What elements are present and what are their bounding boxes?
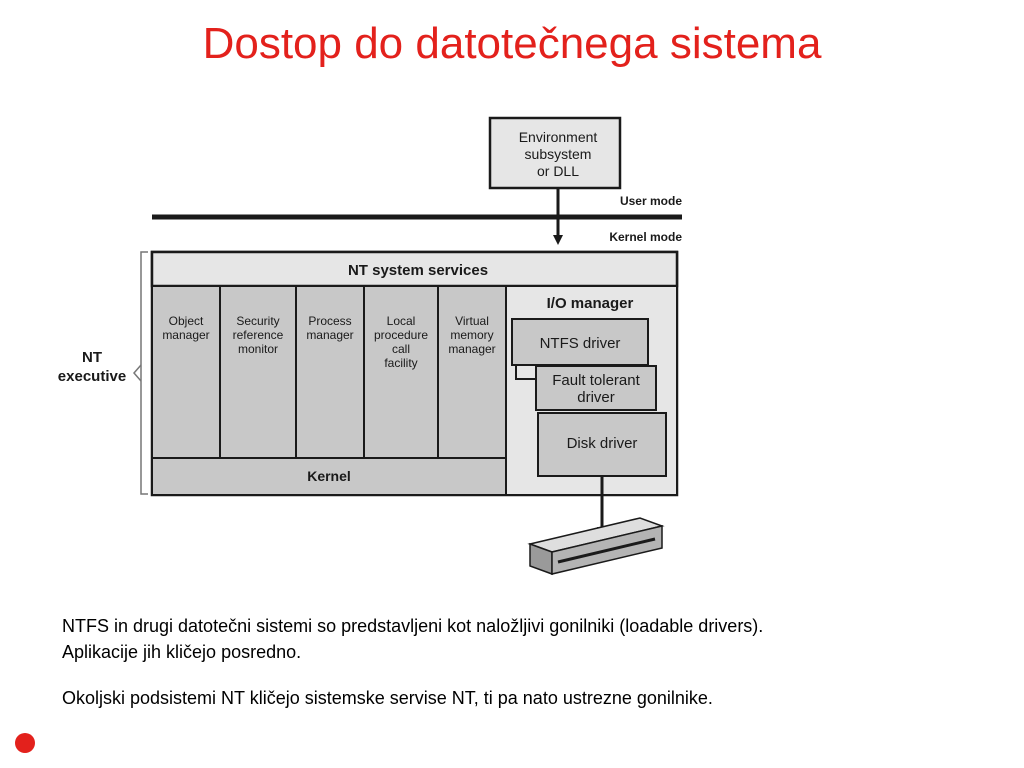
env-label-line2: subsystem — [524, 146, 592, 162]
env-label-line3: or DLL — [536, 163, 580, 179]
nt-system-services-box — [152, 252, 677, 286]
nt-executive-line2: executive — [57, 368, 127, 385]
fault-tolerant-line1: Fault tolerant — [552, 372, 640, 389]
executive-brace — [141, 252, 148, 494]
system-services-label: NT system services — [347, 262, 489, 279]
security-line3: monitor — [237, 342, 279, 356]
environment-subsystem-box — [490, 118, 620, 188]
vm-line2: memory — [450, 328, 494, 342]
disk-device-icon — [530, 518, 662, 574]
caption-paragraph-1 — [62, 613, 982, 665]
lpc-facility-box — [364, 286, 438, 458]
caption-paragraph-2: Okoljski podsistemi NT kličejo sistemske servise NT, ti pa nato ustrezne gonilnike. — [62, 688, 713, 708]
vm-manager-box — [438, 286, 506, 458]
process-line2: manager — [306, 328, 354, 342]
object-manager-line1: Object — [168, 314, 204, 328]
nt-executive-line1: NT — [82, 349, 102, 366]
executive-brace-point — [134, 365, 141, 381]
process-line1: Process — [308, 314, 352, 328]
object-manager-line2: manager — [162, 328, 210, 342]
security-line1: Security — [236, 314, 280, 328]
disk-driver-box — [538, 413, 666, 476]
lpc-line3: call — [391, 342, 411, 356]
fault-tolerant-line2: driver — [577, 389, 615, 406]
security-line2: reference — [232, 328, 284, 342]
io-manager-label: I/O manager — [546, 295, 634, 312]
object-manager-box — [152, 286, 220, 458]
vm-line3: manager — [448, 342, 496, 356]
process-manager-box — [296, 286, 364, 458]
fault-tolerant-driver-box — [536, 366, 656, 410]
lpc-line4: facility — [384, 356, 418, 370]
kernel-mode-label: Kernel mode — [609, 230, 682, 244]
env-label-line1: Environment — [518, 129, 598, 145]
ntfs-driver-label: NTFS driver — [539, 335, 621, 352]
user-mode-label: User mode — [619, 194, 682, 208]
bullet-dot — [15, 733, 35, 753]
lpc-line1: Local — [386, 314, 416, 328]
disk-driver-label: Disk driver — [566, 435, 638, 452]
page-title: Dostop do datotečnega sistema — [202, 19, 822, 68]
kernel-label: Kernel — [307, 468, 351, 484]
lpc-line2: procedure — [373, 328, 429, 342]
security-monitor-box — [220, 286, 296, 458]
kernel-box — [152, 458, 506, 495]
caption-1-line-2: Aplikacije jih kličejo posredno. — [62, 642, 302, 662]
vm-line1: Virtual — [455, 314, 489, 328]
caption-1-line-1: NTFS in drugi datotečni sistemi so predstavljeni kot naložljivi gonilniki (loadable drivers). — [62, 616, 764, 636]
